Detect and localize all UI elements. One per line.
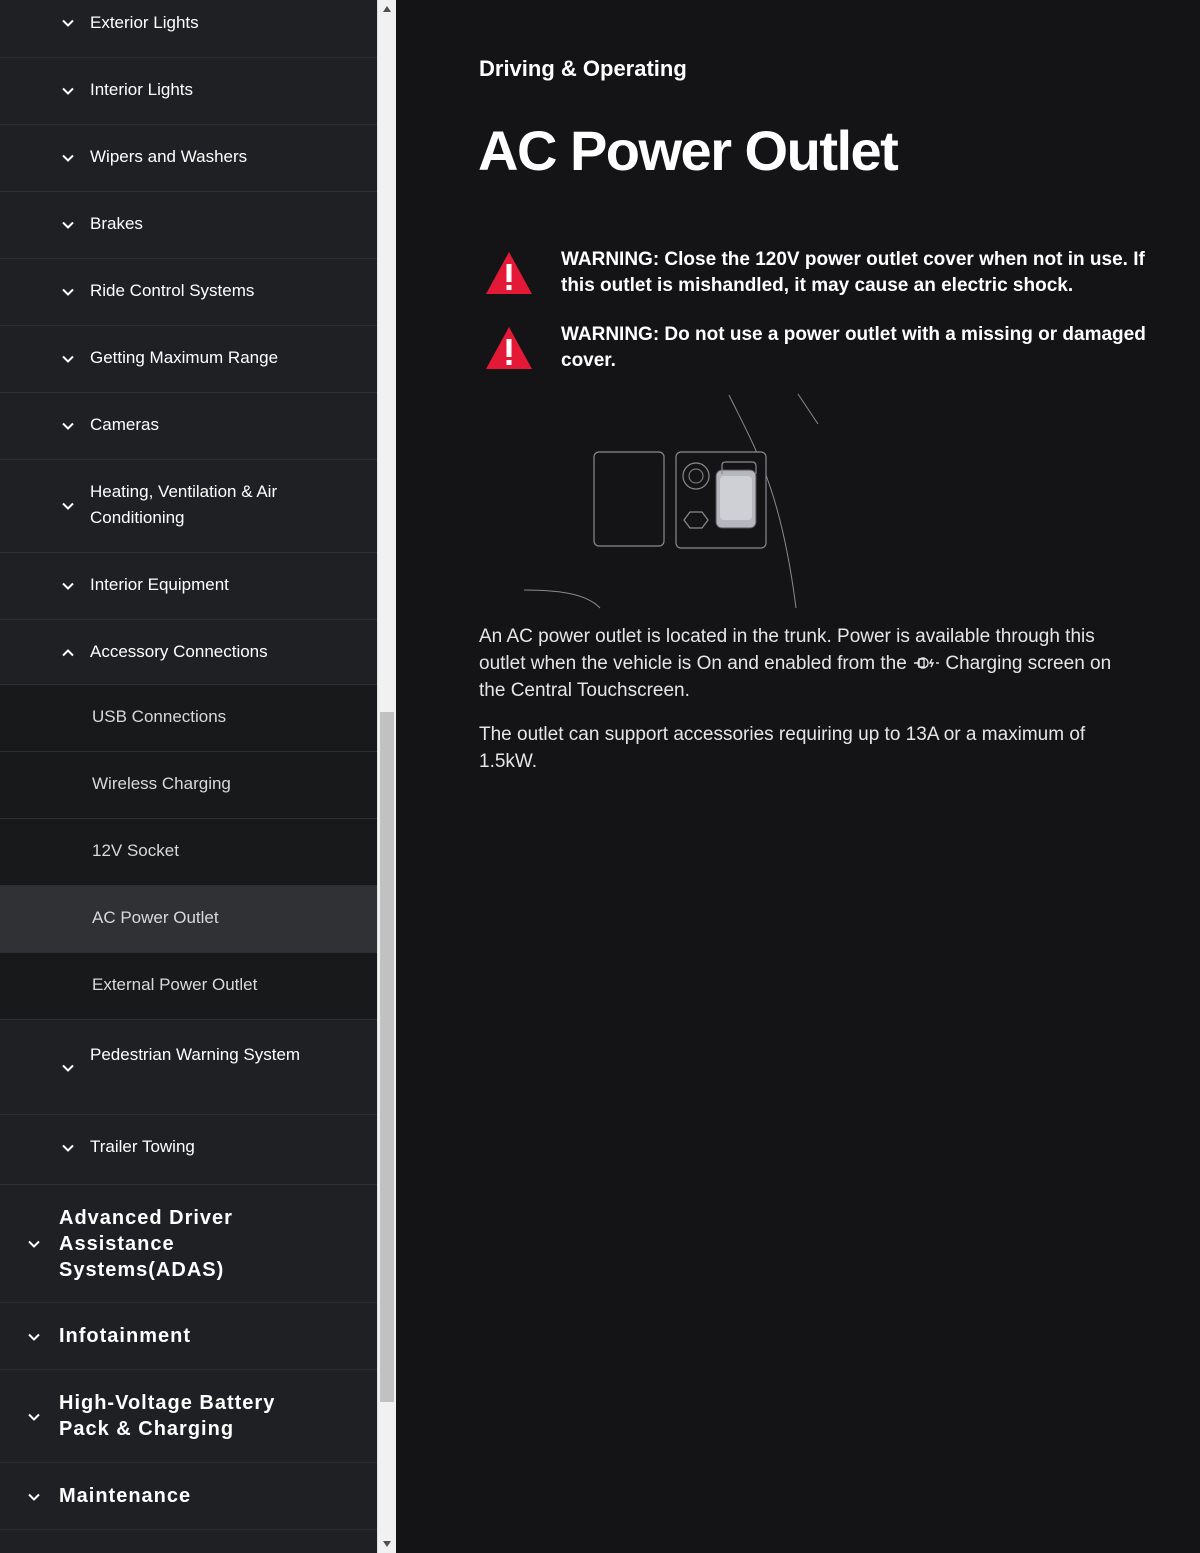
sidebar-item-label: Interior Lights (90, 80, 193, 99)
scrollbar-thumb[interactable] (380, 712, 394, 1402)
sidebar-item-label: Infotainment (59, 1325, 191, 1347)
warning-triangle-icon (484, 325, 534, 371)
sidebar-item-label: Heating, Ventilation & Air Conditioning (90, 482, 278, 527)
sidebar-scrollbar[interactable] (377, 0, 396, 1553)
scroll-up-arrow-icon[interactable] (378, 0, 396, 18)
sidebar-item-label: Wipers and Washers (90, 147, 248, 166)
charging-plug-icon (912, 655, 940, 671)
sidebar-item-label: Getting Maximum Range (90, 348, 279, 367)
sidebar-item-pedestrian-warning-system[interactable] (0, 1020, 377, 1115)
sidebar-item-brakes[interactable] (0, 192, 377, 259)
sidebar-item-label: 12V Socket (92, 841, 179, 860)
ac-outlet-illustration (516, 390, 826, 612)
sidebar-child-12v-socket[interactable] (0, 819, 377, 886)
sidebar-item-label: Interior Equipment (90, 575, 229, 594)
sidebar-item-high-voltage-battery[interactable] (0, 1370, 377, 1463)
chevron-down-icon (60, 1140, 76, 1156)
sidebar-item-label: Accessory Connections (90, 642, 268, 661)
sidebar-item-label: Brakes (90, 214, 143, 233)
chevron-down-icon (60, 83, 76, 99)
sidebar-item-adas[interactable] (0, 1185, 377, 1303)
chevron-down-icon (26, 1409, 42, 1425)
paragraph-text: An AC power outlet is located in the trunk. Power is available through this outlet when the vehicle is On and enabled from the (479, 626, 1095, 674)
sidebar-item-label: Cameras (90, 415, 159, 434)
sidebar-nav (0, 0, 377, 1553)
sidebar-item-label: Advanced Driver Assistance Systems(ADAS) (59, 1207, 233, 1281)
sidebar-item-heating-ventilation[interactable] (0, 460, 377, 553)
page-title: AC Power Outlet (478, 119, 898, 182)
chevron-down-icon (26, 1489, 42, 1505)
sidebar-item-label: Maintenance (59, 1485, 192, 1507)
chevron-down-icon (60, 217, 76, 233)
sidebar-item-cameras[interactable] (0, 393, 377, 460)
capacity-paragraph: The outlet can support accessories requiring up to 13A or a maximum of 1.5kW. (479, 724, 1086, 772)
chevron-down-icon (60, 578, 76, 594)
chevron-down-icon (26, 1329, 42, 1345)
sidebar-item-label: USB Connections (92, 707, 227, 726)
sidebar-item-label: Pedestrian Warning System (90, 1045, 301, 1064)
chevron-down-icon (60, 1060, 76, 1076)
sidebar-item-getting-maximum-range[interactable] (0, 326, 377, 393)
sidebar-item-interior-equipment[interactable] (0, 553, 377, 620)
warning-text: WARNING: Do not use a power outlet with a missing or damaged cover. (561, 324, 1146, 371)
sidebar-item-label: High-Voltage Battery Pack & Charging (59, 1392, 276, 1440)
sidebar-item-label: Trailer Towing (90, 1137, 195, 1156)
chevron-down-icon (60, 284, 76, 300)
sidebar-item-exterior-lights[interactable] (0, 0, 377, 58)
description-paragraph (479, 623, 1139, 704)
sidebar-item-interior-lights[interactable] (0, 58, 377, 125)
sidebar-item-trailer-towing[interactable] (0, 1115, 377, 1185)
sidebar-item-infotainment[interactable] (0, 1303, 377, 1370)
sidebar-item-label: Exterior Lights (90, 13, 199, 32)
sidebar-child-ac-power-outlet[interactable] (0, 886, 377, 953)
content-area (396, 0, 1200, 1553)
sidebar-child-external-power-outlet[interactable] (0, 953, 377, 1020)
sidebar-item-label: AC Power Outlet (92, 908, 219, 927)
sidebar-item-maintenance[interactable] (0, 1463, 377, 1530)
section-title: Driving & Operating (479, 56, 687, 81)
scroll-down-arrow-icon[interactable] (378, 1535, 396, 1553)
sidebar-item-label: External Power Outlet (92, 975, 258, 994)
paragraph-text: Charging screen on the Central Touchscreen. (479, 653, 1112, 701)
chevron-down-icon (60, 15, 76, 31)
warning-triangle-icon (484, 250, 534, 296)
warning-text: WARNING: Close the 120V power outlet cover when not in use. If this outlet is mishandled, it may cause an electric shock. (561, 249, 1145, 296)
sidebar-item-accessory-connections[interactable] (0, 620, 377, 685)
chevron-down-icon (60, 418, 76, 434)
chevron-down-icon (60, 351, 76, 367)
sidebar-item-ride-control-systems[interactable] (0, 259, 377, 326)
chevron-down-icon (26, 1236, 42, 1252)
sidebar-item-label: Ride Control Systems (90, 281, 255, 300)
sidebar-item-label: Wireless Charging (92, 774, 231, 793)
sidebar-child-wireless-charging[interactable] (0, 752, 377, 819)
chevron-up-icon (60, 645, 76, 661)
sidebar-item-wipers-and-washers[interactable] (0, 125, 377, 192)
chevron-down-icon (60, 498, 76, 514)
sidebar-child-usb-connections[interactable] (0, 685, 377, 752)
chevron-down-icon (60, 150, 76, 166)
